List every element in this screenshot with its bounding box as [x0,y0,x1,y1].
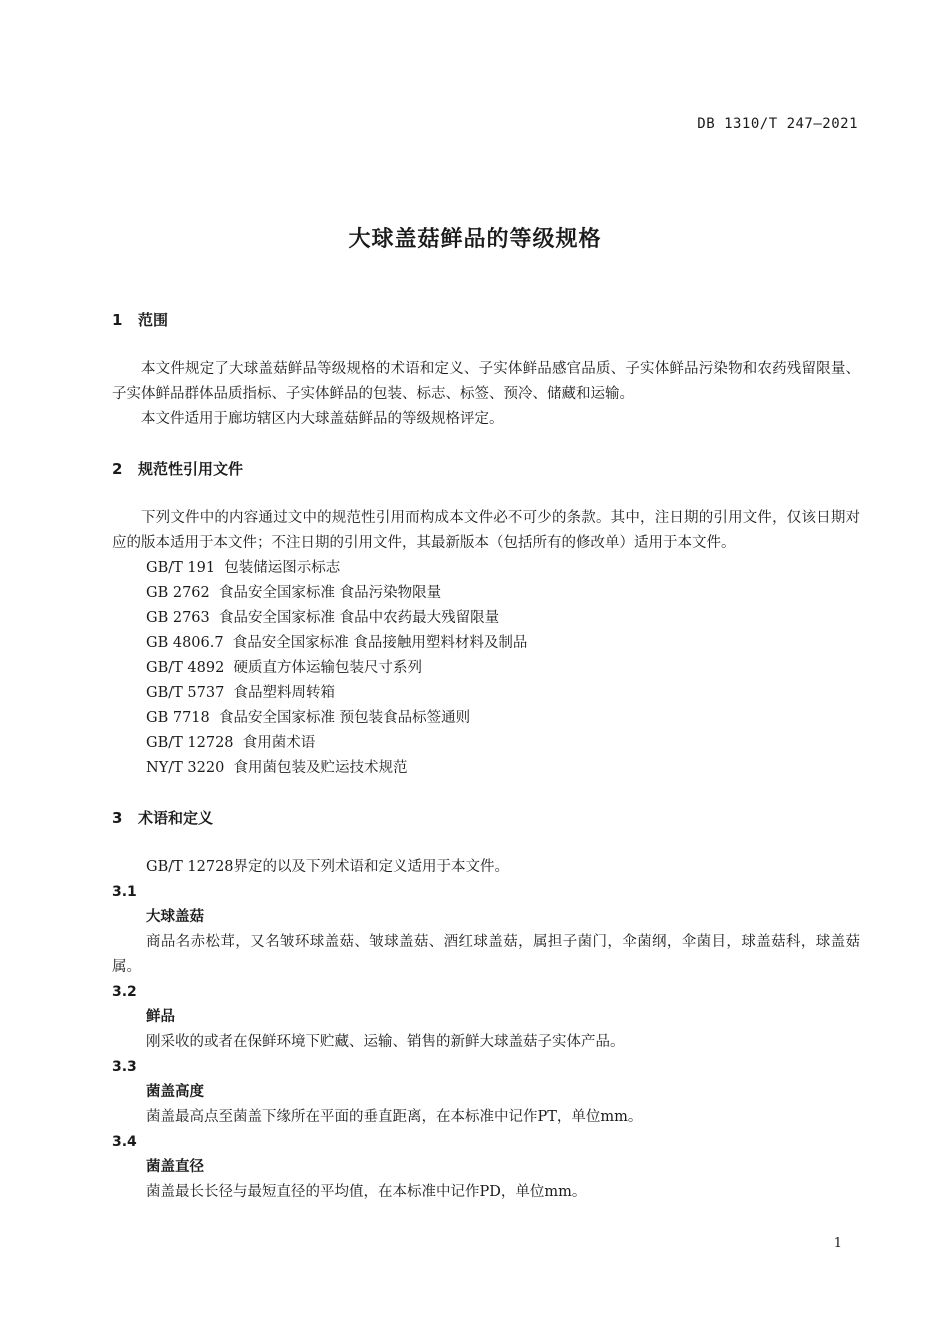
term-name: 大球盖菇 [146,909,204,925]
references-paragraph: 下列文件中的内容通过文中的规范性引用而构成本文件必不可少的条款。其中，注日期的引用文件，仅该日期对应的版本适用于本文件；不注日期的引用文件，其最新版本（包括所有的修改单）适用于本文件。 [112,510,860,551]
section-number: 2 [112,460,123,478]
term-number: 3.2 [112,984,137,1000]
section-number: 1 [112,311,123,329]
section-heading-scope [112,308,860,332]
section-title: 术语和定义 [138,809,214,827]
document-title: 大球盖菇鲜品的等级规格 [348,227,602,252]
reference-item: GB/T 12728 食用菌术语 [146,735,316,751]
reference-item: GB/T 191 包装储运图示标志 [146,560,341,576]
reference-item: GB 7718 食品安全国家标准 预包装食品标签通则 [146,710,471,726]
term-definition: 菌盖最长长径与最短直径的平均值，在本标准中记作PD，单位mm。 [146,1184,587,1200]
reference-item: GB/T 5737 食品塑料周转箱 [146,685,336,701]
term-name: 鲜品 [146,1009,175,1025]
term-definition: 刚采收的或者在保鲜环境下贮藏、运输、销售的新鲜大球盖菇子实体产品。 [146,1034,625,1050]
term-name: 菌盖高度 [146,1084,204,1100]
term-definition: 商品名赤松茸，又名皱环球盖菇、皱球盖菇、酒红球盖菇，属担子菌门，伞菌纲，伞菌目，球盖菇科，球盖菇属。 [112,934,860,975]
reference-item: GB 4806.7 食品安全国家标准 食品接触用塑料材料及制品 [146,635,528,651]
scope-paragraph-2: 本文件适用于廊坊辖区内大球盖菇鲜品的等级规格评定。 [141,411,504,427]
section-title: 规范性引用文件 [138,460,244,478]
reference-item: GB 2762 食品安全国家标准 食品污染物限量 [146,585,442,601]
section-heading-normative-references [112,457,860,481]
document-body [112,308,860,1205]
page-number: 1 [833,1236,842,1251]
term-number: 3.1 [112,884,137,900]
scope-paragraph-1: 本文件规定了大球盖菇鲜品等级规格的术语和定义、子实体鲜品感官品质、子实体鲜品污染物和农药残留限量、子实体鲜品群体品质指标、子实体鲜品的包装、标志、标签、预冷、储藏和运输。 [112,361,860,402]
section-heading-terms [112,806,860,830]
document-code: DB 1310/T 247—2021 [697,116,858,132]
section-number: 3 [112,809,123,827]
term-name: 菌盖直径 [146,1159,204,1175]
reference-item: GB 2763 食品安全国家标准 食品中农药最大残留限量 [146,610,500,626]
reference-item: GB/T 4892 硬质直方体运输包装尺寸系列 [146,660,423,676]
terms-intro: GB/T 12728界定的以及下列术语和定义适用于本文件。 [146,859,510,875]
reference-item: NY/T 3220 食用菌包装及贮运技术规范 [146,760,408,776]
section-title: 范围 [138,311,169,329]
term-number: 3.4 [112,1134,137,1150]
term-number: 3.3 [112,1059,137,1075]
term-definition: 菌盖最高点至菌盖下缘所在平面的垂直距离，在本标准中记作PT，单位mm。 [146,1109,643,1125]
